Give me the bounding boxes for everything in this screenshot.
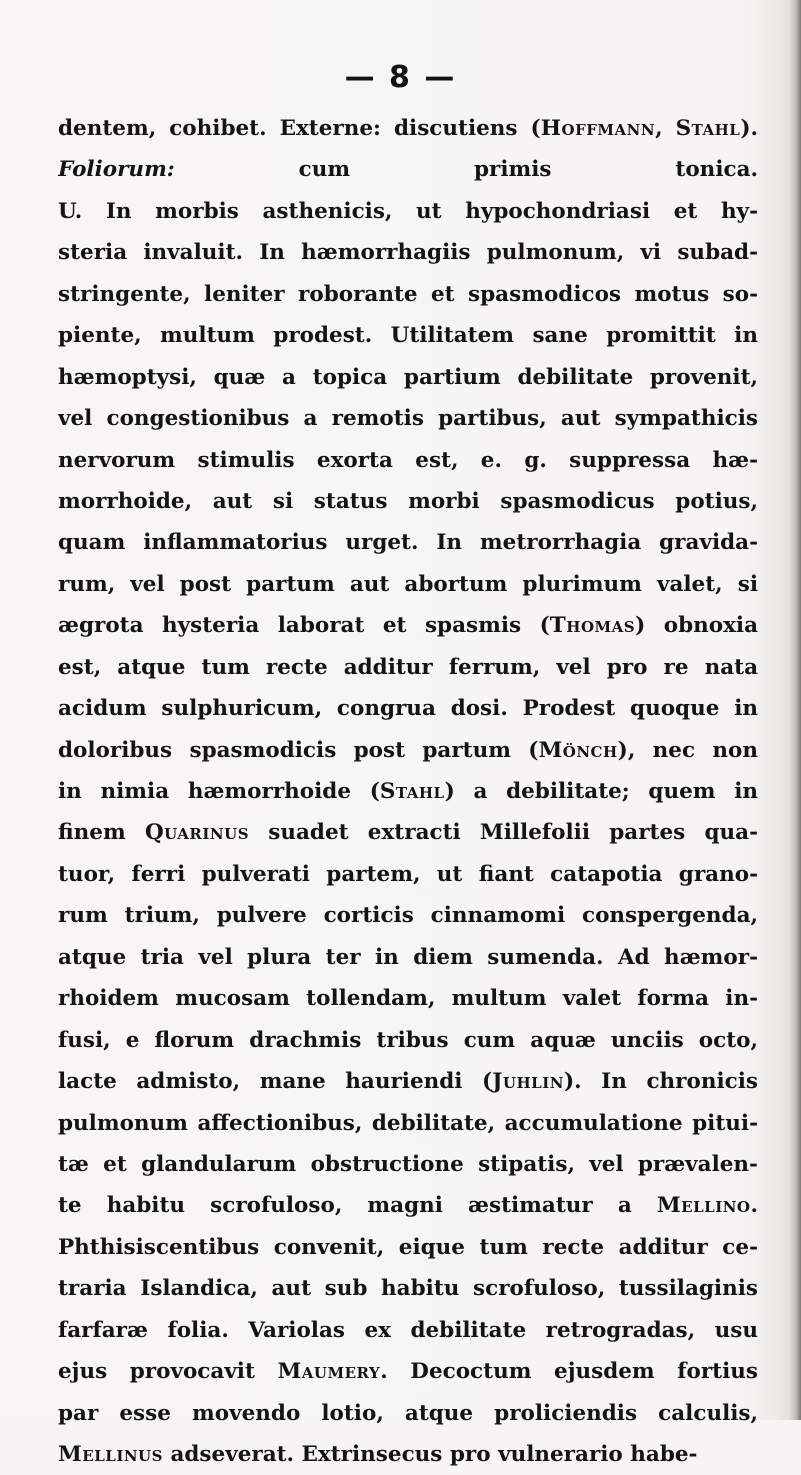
italic-term: Foliorum: [58, 157, 175, 183]
text-segment: Phthisiscentibus convenit, eique tum recte additur ce- [58, 1234, 758, 1260]
author-name: Mellino [656, 1193, 751, 1219]
text-segment: ). [740, 116, 758, 141]
text-line [58, 398, 758, 439]
page-number: — 8 — [344, 60, 457, 95]
text-segment: . [750, 1193, 758, 1219]
author-name: Quarinus [144, 820, 250, 846]
text-segment: in nimia hæmorrhoide ( [58, 779, 380, 804]
text-line [58, 149, 758, 190]
text-line [58, 1103, 758, 1144]
text-line [58, 1351, 758, 1392]
text-segment: dentem, cohibet. Externe: discutiens ( [58, 116, 541, 141]
text-line [58, 1310, 758, 1351]
author-name: Maumery [277, 1359, 381, 1385]
text-line [58, 564, 758, 605]
text-segment: hæmoptysi, quæ a topica partium debilitate provenit, [58, 364, 758, 390]
text-segment: est, atque tum recte additur ferrum, vel pro re nata [58, 654, 758, 680]
text-segment: nervorum stimulis exorta est, e. g. suppressa hæ- [58, 447, 758, 473]
text-segment: steria invaluit. In hæmorrhagiis pulmonum, vi subad- [58, 240, 758, 266]
text-line [58, 440, 758, 481]
text-line [58, 1185, 758, 1226]
text-segment: U. In morbis asthenicis, ut hypochondriasi et hy- [58, 198, 758, 224]
text-segment: pulmonum affectionibus, debilitate, accumulatione pitui- [58, 1110, 758, 1136]
text-segment: adseverat. Extrinsecus pro vulnerario habe- [162, 1442, 698, 1467]
author-name: Juhlin [492, 1069, 564, 1095]
text-line [58, 522, 758, 563]
text-line [58, 1227, 758, 1268]
text-line [58, 1268, 758, 1309]
text-segment: rum trium, pulvere corticis cinnamomi conspergenda, [58, 903, 758, 929]
text-line [58, 771, 758, 812]
text-segment: piente, multum prodest. Utilitatem sane promittit in [58, 323, 758, 349]
text-line [58, 1393, 758, 1434]
text-line [58, 647, 758, 688]
text-segment: vel congestionibus a remotis partibus, aut sympathicis [58, 406, 758, 432]
text-segment: doloribus spasmodicis post partum ( [58, 737, 539, 763]
text-segment: ). In chronicis [563, 1069, 758, 1095]
text-segment: ) obnoxia [635, 613, 758, 639]
text-segment: acidum sulphuricum, congrua dosi. Prodest quoque in [58, 696, 758, 722]
text-segment: ), nec non [617, 737, 758, 763]
text-segment: fusi, e florum drachmis tribus cum aquæ unciis octo, [58, 1027, 758, 1053]
text-line [58, 315, 758, 356]
text-segment: rum, vel post partum aut abortum plurimum valet, si [58, 571, 758, 597]
text-segment: ægrota hysteria laborat et spasmis ( [58, 613, 550, 639]
text-line [58, 357, 758, 398]
text-segment: rhoidem mucosam tollendam, multum valet forma in- [58, 986, 758, 1012]
page-edge-shadow [789, 0, 801, 1420]
text-segment: traria Islandica, aut sub habitu scrofuloso, tussilaginis [58, 1276, 758, 1302]
text-line [58, 1434, 758, 1475]
text-line [58, 1144, 758, 1185]
text-segment: stringente, leniter roborante et spasmodicos motus so- [58, 281, 758, 307]
text-segment: morrhoide, aut si status morbi spasmodicus potius, [58, 488, 758, 514]
text-line [58, 1020, 758, 1061]
text-segment: , [655, 116, 676, 141]
text-segment: ) a debilitate; quem in [444, 779, 758, 804]
text-line [58, 191, 758, 232]
text-line [58, 854, 758, 895]
text-segment: ejus provocavit [58, 1359, 278, 1385]
author-name: Stahl [675, 116, 741, 141]
text-segment: . Decoctum ejusdem fortius [380, 1359, 758, 1385]
text-line [58, 730, 758, 771]
author-name: Hoffmann [540, 116, 656, 141]
text-line [58, 232, 758, 273]
text-line [58, 895, 758, 936]
text-line [58, 812, 758, 853]
text-segment: cum primis tonica. [174, 157, 758, 183]
text-line [58, 481, 758, 522]
text-segment: par esse movendo lotio, atque proliciendis calculis, [58, 1400, 758, 1426]
text-line [58, 605, 758, 646]
text-segment: lacte admisto, mane hauriendi ( [58, 1069, 493, 1095]
text-segment: te habitu scrofuloso, magni æstimatur a [58, 1193, 657, 1219]
text-line [58, 688, 758, 729]
text-line [58, 978, 758, 1019]
text-line [58, 1061, 758, 1102]
text-segment: atque tria vel plura ter in diem sumenda. Ad hæmor- [58, 944, 758, 970]
body-text [58, 108, 758, 1475]
author-name: Mellinus [58, 1442, 163, 1467]
author-name: Mönch [538, 737, 618, 763]
text-line [58, 108, 758, 149]
text-segment: farfaræ folia. Variolas ex debilitate retrogradas, usu [58, 1317, 758, 1343]
text-segment: tuor, ferri pulverati partem, ut fiant catapotia grano- [58, 861, 758, 887]
text-line [58, 937, 758, 978]
text-segment: quam inflammatorius urget. In metrorrhagia gravida- [58, 530, 758, 556]
text-segment: finem [58, 820, 145, 846]
text-line [58, 274, 758, 315]
text-segment: tæ et glandularum obstructione stipatis, vel prævalen- [58, 1151, 758, 1177]
author-name: Thomas [549, 613, 636, 639]
author-name: Stahl [379, 779, 445, 804]
text-segment: suadet extracti Millefolii partes qua- [249, 820, 758, 846]
